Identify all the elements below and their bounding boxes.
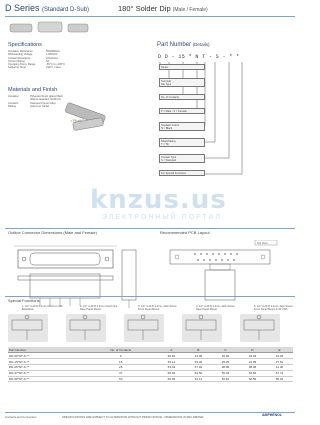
table-header-cell: B: [185, 347, 212, 353]
special-function-desc: 1/4" 4-40 R 3.2mm Clinch Nut, Rear Panel Mount: [80, 305, 118, 312]
part-number-sub: (Details): [192, 42, 210, 47]
top-view-label: Top View: [257, 242, 268, 245]
material-key: Insulation: [8, 95, 20, 98]
special-function-number: 4.: [196, 305, 199, 308]
table-cell: 50: [84, 376, 158, 382]
spec-row: [8, 66, 118, 69]
table-cell: 19.04: [239, 353, 266, 359]
table-cell: 54.84: [239, 370, 266, 376]
table-cell: 55.42: [212, 370, 239, 376]
table-cell: 57.73: [266, 370, 293, 376]
footer-rule: [5, 412, 295, 413]
table-header-cell: C: [212, 347, 239, 353]
spec-key: Current Rating: [8, 59, 25, 63]
section-rule-special: [5, 296, 295, 297]
table-cell: 33.32: [185, 359, 212, 365]
connector-photos-angled: [58, 100, 118, 138]
watermark-subtext: ЭЛЕКТРОННЫЙ ПОРТАЛ: [102, 214, 222, 221]
table-cell: 15: [84, 359, 158, 365]
table-cell: 69.32: [158, 370, 185, 376]
special-function-number: 3.: [138, 305, 141, 308]
page-title: [5, 3, 89, 13]
table-cell: 24.99: [239, 359, 266, 365]
part-number-code: D D - 15 * N T - S - * *: [158, 54, 240, 60]
brand-name: AMPHENOL: [262, 413, 283, 417]
table-cell: DD-25*NT-S-**: [8, 364, 84, 370]
table-cell: DD-37*NT-S-**: [8, 370, 84, 376]
table-cell: 61.11: [185, 376, 212, 382]
table-cell: 52.81: [212, 376, 239, 382]
special-function-drawing: [240, 314, 280, 342]
title-sub: (Standard D-Sub): [42, 7, 90, 13]
special-function-number: 5.: [254, 305, 257, 308]
table-cell: 19.26: [266, 353, 293, 359]
materials-heading: Materials and Finish: [8, 87, 58, 93]
product-subtitle: [118, 4, 208, 13]
table-cell: 39.14: [158, 359, 185, 365]
special-function-drawing: [8, 314, 48, 342]
watermark-text: knzus.us: [90, 185, 227, 215]
part-number-label: Contact Type S = Stamped: [159, 154, 205, 163]
material-key: Contacts: [8, 101, 19, 105]
table-cell: DD-15*NT-S-**: [8, 359, 84, 365]
table-header-cell: D: [239, 347, 266, 353]
spec-key: Operating Temp. Range: [8, 63, 36, 67]
table-header-cell: A: [158, 347, 185, 353]
special-function-desc: 1/4" 4-40 R 3.2mm Clinch-in with Boardlock: [22, 305, 63, 312]
table-header-cell: E: [266, 347, 293, 353]
outline-heading: Outline Connector Dimensions (Male and Female): [8, 230, 97, 235]
part-number-title: Part Number: [157, 42, 192, 48]
table-cell: DD-50*NT-S-**: [8, 376, 84, 382]
special-function-text: [80, 305, 121, 312]
special-function-drawing: [182, 314, 222, 342]
table-cell: 66.93: [158, 376, 185, 382]
pcb-layout-drawing: [165, 240, 290, 310]
table-cell: 41.30: [266, 364, 293, 370]
table-cell: 55.42: [266, 376, 293, 382]
special-function-text: [254, 305, 295, 312]
title-right-sub: (Male / Female): [172, 7, 208, 13]
special-function-item: [124, 305, 179, 312]
table-cell: 52.55: [239, 376, 266, 382]
table-cell: 38.38: [239, 364, 266, 370]
special-function-desc: 1/4" 4-40 R 3.2mm Jack Screw Front Panel Mount 4-40 UNC: [254, 305, 293, 312]
dimensions-table: [8, 347, 293, 382]
spec-key: Contact Resistance: [8, 56, 31, 60]
connector-photo-2: [38, 22, 62, 32]
table-cell: 27.51: [266, 359, 293, 365]
spec-key: Soldering Temp.: [8, 66, 27, 70]
table-cell: 24.99: [185, 353, 212, 359]
table-cell: 9: [84, 353, 158, 359]
spec-value: 1,000VAC: [46, 53, 58, 57]
footer-notice: SPECIFICATIONS ARE SUBJECT TO ALTERATION WITHOUT PRIOR NOTICE - DIMENSIONS IN MILLIMETER: [62, 415, 204, 419]
part-number-label: Series: [159, 64, 205, 70]
connector-photo-3: [68, 24, 88, 32]
table-cell: 53.04: [158, 364, 185, 370]
special-function-item: [240, 305, 295, 312]
spec-value: 10mΩmax.: [46, 56, 59, 60]
specifications-heading: Specifications: [8, 42, 42, 48]
part-number-label: P = Male ; S = Female: [159, 108, 205, 114]
material-value: Polyester Resin (glass filled) (Flame-retardant UL94V-0): [30, 95, 63, 102]
part-number-label: Insulator Colour N = Black: [159, 122, 205, 131]
table-cell: 25.25: [212, 359, 239, 365]
special-functions-heading: Special Functions: [8, 298, 40, 303]
spec-value: 5A: [46, 59, 50, 63]
spec-key: Insulation Resistance: [8, 50, 33, 53]
special-function-number: 1.: [22, 305, 25, 308]
table-cell: 47.04: [185, 364, 212, 370]
footer-left: Contacts and Connectors: [5, 415, 37, 419]
table-cell: DD-09*NT-S-**: [8, 353, 84, 359]
table-cell: 30.81: [158, 353, 185, 359]
special-function-drawing: [124, 314, 164, 342]
part-number-heading: [157, 42, 209, 48]
rohs-check-icon: ✓: [70, 118, 74, 123]
table-cell: 16.92: [212, 353, 239, 359]
special-function-desc: 1/4" 4-40 R 3.2mm Jack Screw Front Panel Mount: [138, 305, 177, 312]
table-header-cell: Part Number: [8, 347, 84, 353]
title-main: D Series: [5, 3, 40, 13]
material-key: Plating: [8, 104, 16, 108]
rohs-label: RoHS: [73, 118, 85, 123]
special-function-text: [138, 305, 179, 312]
special-function-text: [196, 305, 237, 312]
spec-key: Withstanding Voltage: [8, 53, 33, 57]
part-number-label: For Special Functions: [159, 170, 205, 176]
special-functions-list: [8, 305, 298, 345]
part-number-label: Terminal Dip Type: [159, 78, 205, 87]
specifications-list: [8, 50, 118, 70]
table-cell: 38.96: [212, 364, 239, 370]
table-cell: 37: [84, 370, 158, 376]
brand-logo: [262, 413, 282, 417]
special-function-item: [182, 305, 237, 312]
part-number-label: No. of Contacts: [159, 94, 205, 100]
pcb-heading: Recommended PCB Layout: [160, 230, 210, 235]
header-rule: [5, 16, 295, 17]
material-value: Stamped Copper Alloy: [30, 101, 56, 105]
table-cell: 63.50: [185, 370, 212, 376]
spec-value: 5000MΩmin.: [46, 50, 61, 53]
table-header-cell: No. of Contacts: [84, 347, 158, 353]
special-function-desc: 1/4" 4-40 R 3.2mm Jack Screw Rear Panel Mount: [196, 305, 235, 312]
special-function-number: 2.: [80, 305, 83, 308]
special-function-text: [22, 305, 63, 312]
special-function-drawing: [66, 314, 106, 342]
table-row: [8, 376, 293, 382]
spec-value: 230°C / 3sec.: [46, 66, 62, 70]
part-number-label: Shell Plating T = Tin: [159, 138, 205, 147]
title-right: 180° Solder Dip: [118, 4, 171, 13]
spec-value: -55°C to +105°C: [46, 63, 66, 67]
connector-photo-1: [10, 24, 32, 32]
special-function-item: [8, 305, 63, 312]
connector-photos: [8, 18, 118, 40]
special-function-item: [66, 305, 121, 312]
table-cell: 25: [84, 364, 158, 370]
section-rule-outline: [5, 228, 295, 229]
material-value: Gold over Nickel: [30, 104, 50, 108]
